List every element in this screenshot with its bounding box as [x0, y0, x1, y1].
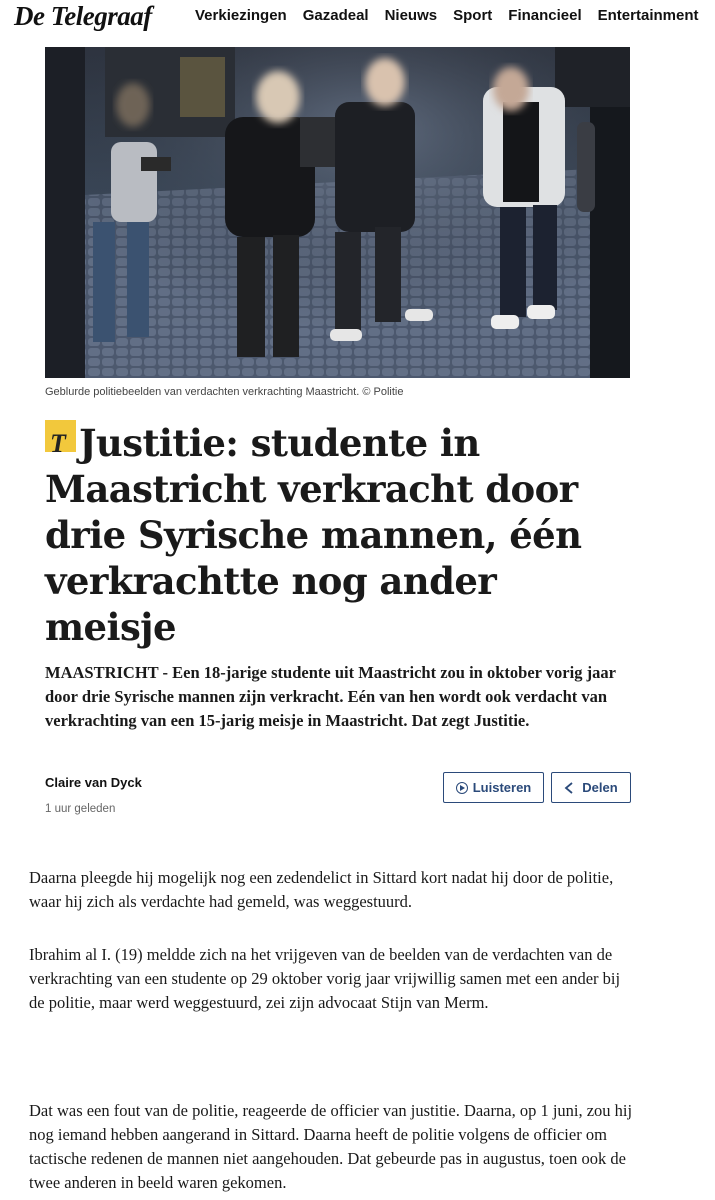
title-text: Justitie: studente in Maastricht verkracht door drie Syrische mannen, één verkrachtte nog ander meisje	[45, 421, 582, 649]
nav-item-verkiezingen[interactable]: Verkiezingen	[195, 7, 287, 24]
nav-item-entertainment[interactable]: Entertainment	[597, 7, 699, 24]
article-header	[45, 420, 635, 650]
nav-item-financieel[interactable]: Financieel	[508, 7, 582, 24]
listen-button[interactable]	[443, 772, 544, 803]
premium-badge-icon: T	[45, 420, 76, 452]
nav-item-gazadeal[interactable]: Gazadeal	[302, 7, 369, 24]
share-label: Delen	[582, 780, 618, 795]
author-name[interactable]: Claire van Dyck	[45, 775, 142, 790]
share-button[interactable]	[551, 772, 631, 803]
hero-image	[45, 47, 630, 378]
image-caption: Geblurde politiebeelden van verdachten verkrachting Maastricht. © Politie	[45, 386, 404, 398]
site-logo[interactable]: De Telegraaf	[14, 1, 152, 31]
top-navigation-bar	[0, 0, 699, 36]
play-icon	[456, 782, 468, 794]
article-paragraph: Dat was een fout van de politie, reageerde de officier van justitie. Daarna, op 1 juni, zou hij nog iemand hebben aangerand in Sittard. Daarna heeft de politie volgens de officier om tactische redenen de mannen niet aangehouden. Dat gebeurde pas in augustus, toen ook de twee anderen in beeld waren gekomen.	[29, 1101, 633, 1192]
article-paragraph: Daarna pleegde hij mogelijk nog een zedendelict in Sittard kort nadat hij door de politie, waar hij zich als verdachte had gemeld, was weggestuurd.	[29, 868, 614, 911]
article-lead: MAASTRICHT - Een 18-jarige studente uit Maastricht zou in oktober vorig jaar door drie Syrische mannen zijn verkracht. Eén van hen wordt ook verdacht van verkrachting van een 15-jarig meisje in Maastricht. Dat zegt Justitie.	[45, 663, 616, 730]
share-icon	[564, 782, 577, 794]
listen-label: Luisteren	[472, 780, 532, 795]
publish-time: 1 uur geleden	[45, 803, 116, 815]
nav-item-sport[interactable]: Sport	[453, 7, 493, 24]
main-nav	[195, 7, 715, 24]
nav-item-nieuws[interactable]: Nieuws	[384, 7, 438, 24]
article-paragraph: Ibrahim al I. (19) meldde zich na het vrijgeven van de beelden van de verdachten van de verkrachting van een studente op 29 oktober vorig jaar vrijwillig samen met een ander bij de politie, maar werd weggestuurd, zei zijn advocaat Stijn van Merm.	[29, 945, 621, 1012]
page-title	[45, 420, 635, 650]
